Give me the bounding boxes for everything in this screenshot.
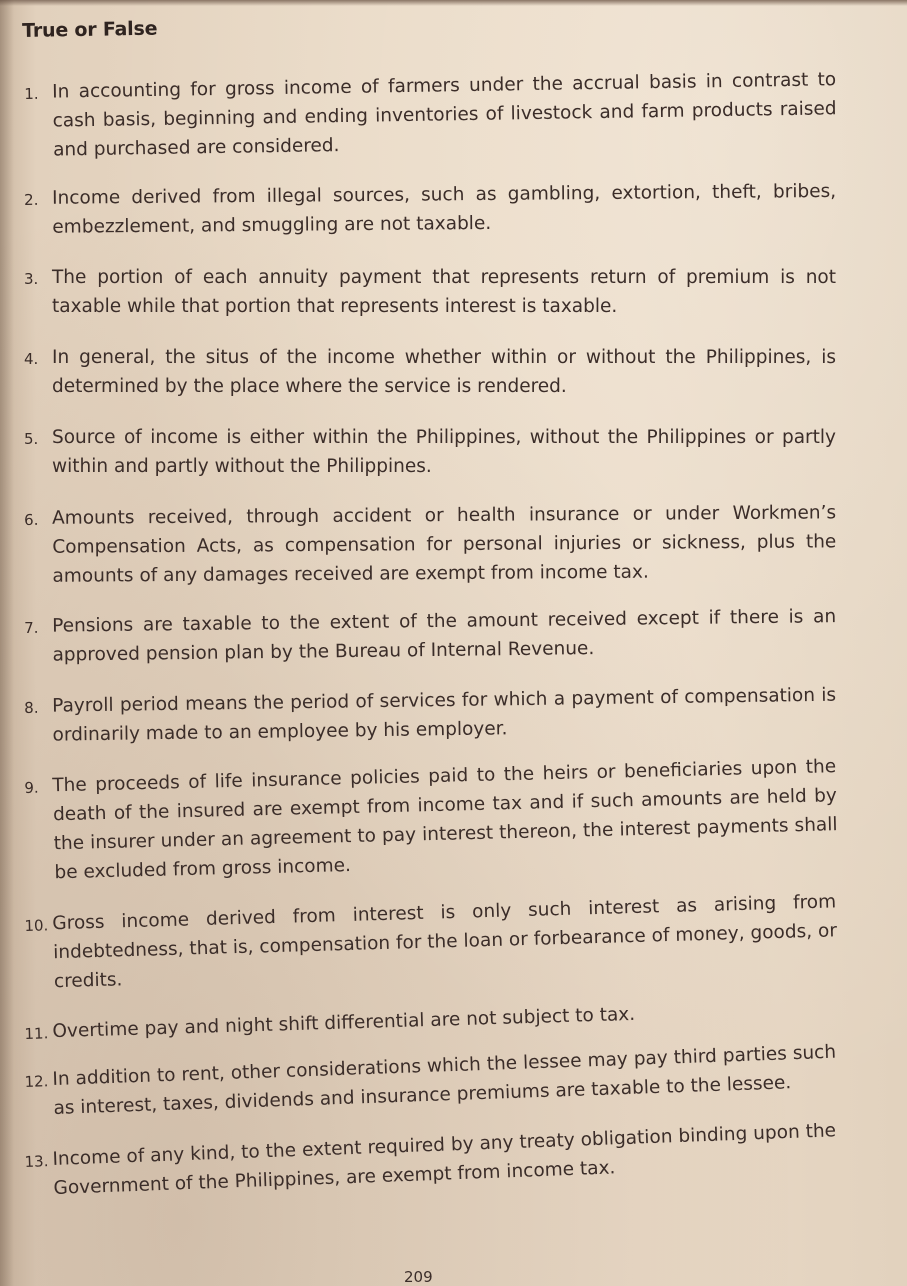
question-item-3 xyxy=(24,263,836,321)
question-item-10 xyxy=(24,887,838,997)
question-text: In addition to rent, other considerations which the lessee may pay third parties such as interest, taxes, dividends and insurance premiums are taxable to the lessee. xyxy=(52,1041,837,1119)
question-text: In general, the situs of the income whether within or without the Philippines, is determined by the place where the service is rendered. xyxy=(52,347,836,397)
question-number: 13. xyxy=(24,1152,49,1171)
question-number: 8. xyxy=(24,698,39,717)
question-item-6 xyxy=(24,498,837,591)
page-top-edge xyxy=(0,0,907,6)
question-number: 12. xyxy=(24,1072,49,1091)
question-text: Pensions are taxable to the extent of the amount received except if there is an approved pension plan by the Bureau of Internal Revenue. xyxy=(52,606,837,666)
question-item-4 xyxy=(24,343,836,401)
question-text: Income of any kind, to the extent required by any treaty obligation binding upon the Government of the Philippines, are exempt from income tax. xyxy=(52,1120,837,1199)
question-item-8 xyxy=(24,681,837,750)
question-item-11 xyxy=(24,994,837,1047)
question-number: 3. xyxy=(24,270,39,288)
question-number: 11. xyxy=(24,1024,49,1043)
question-number: 4. xyxy=(24,350,39,368)
question-number: 7. xyxy=(24,618,39,637)
question-item-12 xyxy=(24,1038,838,1124)
question-number: 1. xyxy=(24,84,39,103)
question-number: 10. xyxy=(24,916,49,935)
question-text: Payroll period means the period of services for which a payment of compensation is ordinarily made to an employee by his employer. xyxy=(52,684,837,746)
question-item-13 xyxy=(24,1116,838,1204)
question-item-2 xyxy=(24,177,836,242)
question-text: The proceeds of life insurance policies paid to the heirs or beneficiaries upon the death of the insured are exempt from income tax and if such amounts are held by the insurer under an agreement to pay interest thereon, the interest payments shall be excluded from gross income. xyxy=(52,756,838,884)
question-text: Gross income derived from interest is only such interest as arising from indebtedness, that is, compensation for the loan or forbearance of money, goods, or credits. xyxy=(52,891,838,993)
question-text: The portion of each annuity payment that represents return of premium is not taxable while that portion that represents interest is taxable. xyxy=(52,267,836,317)
question-text: Amounts received, through accident or health insurance or under Workmen’s Compensation Acts, as compensation for personal injuries or sickness, plus the amounts of any damages received are exempt from income tax. xyxy=(52,502,837,587)
question-text: Source of income is either within the Philippines, without the Philippines or partly within and partly without the Philippines. xyxy=(52,427,836,477)
section-heading: True or False xyxy=(22,17,158,42)
question-number: 9. xyxy=(24,778,39,797)
question-number: 5. xyxy=(24,430,39,448)
question-item-5 xyxy=(24,423,836,481)
question-number: 2. xyxy=(24,190,39,209)
question-text: Overtime pay and night shift differential are not subject to tax. xyxy=(52,1003,636,1043)
page-binding-shadow xyxy=(0,0,14,1286)
question-number: 6. xyxy=(24,510,39,529)
question-item-7 xyxy=(24,602,837,670)
question-item-1 xyxy=(24,65,837,165)
page-number: 209 xyxy=(404,1268,433,1286)
question-text: In accounting for gross income of farmers under the accrual basis in contrast to cash basis, beginning and ending inventories of livestock and farm products raised and purchased are considered. xyxy=(52,69,837,161)
question-item-9 xyxy=(24,752,839,888)
question-text: Income derived from illegal sources, such as gambling, extortion, theft, bribes, embezzlement, and smuggling are not taxable. xyxy=(52,180,837,238)
